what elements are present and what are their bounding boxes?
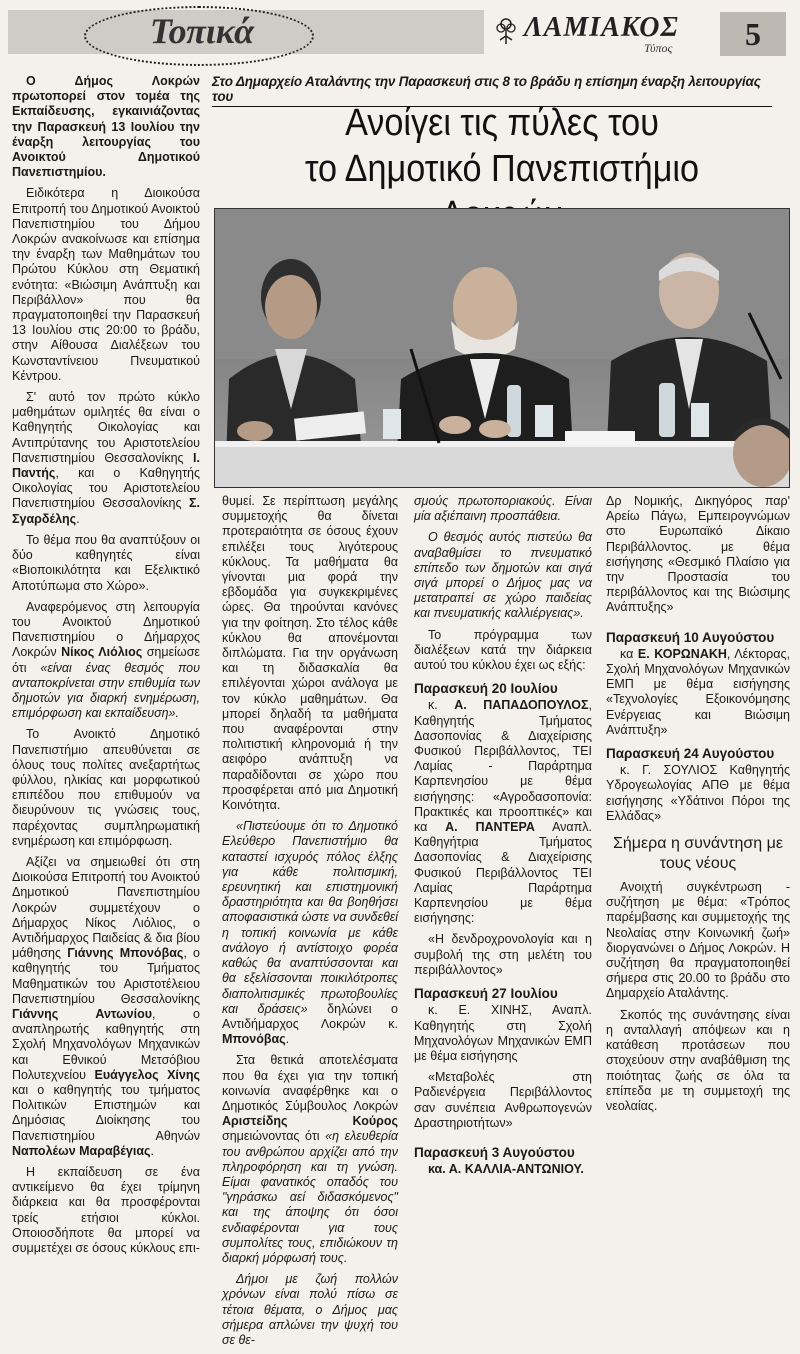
article-photo: [214, 208, 790, 488]
col4-paragraph: Ανοιχτή συγκέντρωση - συζήτηση με θέμα: «Τρόπος παρέμβασης και συμμετοχής της Νεολαίας στην Κοινωνική ζωή» διοργανώνει ο Δήμος Λοκρών. Η συζήτηση θα πραγματοποιηθεί σήμερα στις 20.00 το βράδυ στο Δημαρχείο Αταλάντης.: [606, 880, 790, 1001]
box-subheading: Σήμερα η συνάντηση με τους νέους: [613, 835, 783, 873]
quote: Δήμοι με ζωή πολλών χρόνων είναι πολύ πίσω σε τέτοια θέματα, ο Δήμος μας σήμερα απλώνει την ψυχή του σε θε-: [222, 1272, 398, 1347]
col1-paragraph: Το Ανοικτό Δημοτικό Πανεπιστήμιο απευθύνεται σε όλους τους πολίτες ανεξαρτήτως φύλλου, ηλικίας και μορφωτικού επιπέδου που επιθυμούν να διευρύνουν τις γνώσεις τους, παρέχοντας συμπληρωματική ενημέρωση και επιμόρφωση.: [12, 727, 200, 848]
text-span: σημειώνοντας ότι: [222, 1129, 320, 1144]
lecture-date: Παρασκευή 10 Αυγούστου: [606, 629, 775, 645]
article-column-4: [606, 494, 790, 1120]
text-span: Αναφερόμενος στη λειτουργία του Ανοικτού Δημοτικού Πανεπιστημίου ο Δήμαρχος Λοκρών: [12, 599, 200, 660]
text-span: Στα θετικά αποτελέσματα που θα έχει για την τοπική κοινωνία αναφέρθηκε και ο Δημοτικός Σύμβουλος Λοκρών: [222, 1053, 398, 1113]
paper-subtitle: Τύπος: [644, 41, 673, 55]
col1-paragraph: [12, 855, 200, 1159]
text-span: Σ' αυτό τον πρώτο κύκλο μαθημάτων ομιλητές θα είναι ο Καθηγητής Οικολογίας και Αντιπρύτανης του Αριστοτελείου Πανεπιστημίου Θεσσαλονίκης: [12, 390, 200, 465]
lecture-date: Παρασκευή 24 Αυγούστου: [606, 746, 775, 762]
text-span: , ο αναπληρωτής καθηγητής στη Σχολή Μηχανολόγων Μηχανικών και Εθνικού Μετσόβιου Πολυτεχνείου: [12, 1006, 200, 1082]
col1-paragraph: [12, 74, 200, 180]
page-number: 5: [720, 12, 786, 56]
person-name: Ε. ΚΟΡΩΝΑΚΗ: [637, 646, 727, 661]
person-name: Α. ΠΑΝΤΕΡΑ: [445, 820, 535, 835]
col1-lead: Ο Δήμος Λοκρών πρωτοπορεί στον τομέα της Εκπαίδευσης, εγκαινιάζοντας την Παρασκευή 13 Ιουλίου την έναρξη λειτουργίας του Ανοικτού Δημοτικού Πανεπιστημίου.: [12, 74, 200, 180]
quote: σμούς πρωτοποριακούς. Είναι μία αξιέπαινη προσπάθεια.: [414, 494, 592, 524]
col1-paragraph: Η εκπαίδευση σε ένα αντικείμενο θα έχει τρίμηνη διάρκεια και θα προσφέρονται τρείς ετήσιοι κύκλοι. Οποιοσδήποτε θα μπορεί να συμμετέχει σε όσους κύκλους επι-: [12, 1165, 200, 1256]
text-span: κα: [620, 646, 634, 661]
text-span: Αναπλ. Καθηγήτρια Τμήματος Δασοπονίας & Διαχείρισης Φυσικού Περιβάλλοντος ΤΕΙ Λαμίας Παράρτημα Καρπενησίου με θέμα εισήγησης:: [414, 820, 592, 926]
col1-paragraph: Το θέμα που θα αναπτύξουν οι δύο καθηγητές είναι «Βιοποικιλότητα και Εξελικτικό Αποτύπωμα στο Χώρο».: [12, 532, 200, 593]
text-span: .: [150, 1143, 155, 1158]
lecture-details: [414, 698, 592, 926]
col3-paragraph: [414, 494, 592, 524]
quote: «Πιστεύουμε ότι το Δημοτικό Ελεύθερο Πανεπιστήμιο θα καταστεί ισχυρός πόλος έλξης για κάθε πολιτισμική, ερευνητική και επιστημονική δραστηριότητα και θα βοηθήσει αποφασιστικά ώστε να συνδεθεί η τοπική κοινωνία με κάθε ανάλογο ή αντίστοιχο φορέα καθώς θα αναπτύσσονται και θα εξελίσσονται ποικιλότροπες διαπολιτισμικές πρωτοβουλίες και δράσεις»: [222, 819, 398, 1016]
person-name: Ναπολέων Μαραβέγιας: [12, 1143, 151, 1158]
section-title: Τοπικά: [149, 11, 255, 51]
text-span: .: [76, 511, 80, 526]
col3-paragraph: [414, 530, 592, 621]
col2-paragraph: θυμεί. Σε περίπτωση μεγάλης συμμετοχής θα δίνεται προτεραιότητα σε όσους έχουν επιλέξει τους λιγότερους κύκλους. Τα μαθήματα θα γίνονται μια φορά την εβδομάδα για συγκεκριμένες ώρες. Θα τηρούνται κανόνες για την φοίτηση. Στο τέλος κάθε κύκλου θα απονέμονται διπλώματα. Για την οργάνωση και τη διδασκαλία θα επιλέγονται χώροι ανάλογα με τον κύκλο μαθημάτων. Θα μπορεί δηλαδή τα μαθήματα που αναφέρονται στην πολιτιστική κληρονομιά ή την αειφόρο ανάπτυξη να παραδίδονται σε χώρο που προσφέρεται από μια Δημοτική Κοινότητα.: [222, 494, 398, 813]
text-span: .: [285, 1032, 290, 1047]
text-span: σημείωσε ότι: [12, 645, 200, 675]
flower-logo-icon: [494, 14, 518, 46]
col4-paragraph: Σκοπός της συνάντησης είναι η ανταλλαγή απόψεων και η κατάθεση προτάσεων που στοχεύουν στην αναβάθμιση της ποιότητας ζωής σε όλα τα επίπεδα με τη συμμετοχή της νεολαίας.: [606, 1007, 790, 1113]
text-span: κ.: [428, 698, 438, 713]
col1-paragraph: [12, 600, 200, 722]
lecture-date: Παρασκευή 20 Ιουλίου: [414, 681, 558, 697]
person-name: Σ. Σγαρδέλης: [12, 496, 200, 526]
col2-paragraph: [222, 1053, 398, 1266]
text-span: , Λέκτορας, Σχολή Μηχανολόγων Μηχανικών ΕΜΠ με θέμα εισήγησης «Τεχνολογίες Εξοικονόμησης Ενέργειας και Βιώσιμη Ανάπτυξη»: [606, 646, 790, 737]
headline-line-2: το Δημοτικό Πανεπιστήμιο: [304, 148, 700, 190]
col4-paragraph: Δρ Νομικής, Δικηγόρος παρ' Αρείω Πάγω, Εμπειρογνώμων στο Ευρωπαϊκό Δίκαιο Περιβάλλοντος. με θέμα εισήγησης «Θεσμικό Πλαίσιο για την Προστασία του περιβάλλοντος και της Βιώσιμης Ανάπτυξης»: [606, 494, 790, 615]
text-span: και ο καθηγητής του τμήματος Πολιτικών Επιστημών και Δημόσιας Διοίκησης του Πανεπιστημίου Αθηνών: [12, 1083, 200, 1143]
lecture-date: Παρασκευή 27 Ιουλίου: [414, 986, 558, 1002]
text-span: δηλώνει ο Αντιδήμαρχος Λοκρών κ.: [222, 1001, 398, 1031]
person-name: Νίκος Λιόλιος: [61, 645, 143, 660]
col2-paragraph: [222, 819, 398, 1047]
lecture-details: κ. Γ. ΣΟΥΛΙΟΣ Καθηγητής Υδρογεωλογίας ΑΠΘ με θέμα εισήγησης «Υδάτινοι Πόροι της Ελλάδας»: [606, 763, 790, 823]
text-span: , και ο Καθηγητής Οικολογίας του Αριστοτελείου Πανεπιστημίου Θεσσαλονίκης: [12, 466, 200, 511]
person-name: Γιάννης Μπονόβας: [67, 946, 184, 961]
person-name: Αριστείδης Κούρος: [222, 1114, 398, 1129]
article-kicker: Στο Δημαρχείο Αταλάντης την Παρασκευή στις 8 το βράδυ η επίσημη έναρξη λειτουργίας του: [212, 74, 772, 107]
headline-line-1: Ανοίγει τις πύλες του: [345, 102, 659, 144]
quote: Ο θεσμός αυτός πιστεύω θα αναβαθμίσει το πνευματικό επίπεδο των δημοτών και σιγά σιγά μπορεί ο Δήμος μας να μετατραπεί σε χώρο παιδείας και πνευματικής καλλιέργειας».: [414, 530, 592, 621]
person-name: κα. Α. ΚΑΛΛΙΑ-ΑΝΤΩΝΙΟΥ.: [428, 1162, 584, 1177]
lecture-date: Παρασκευή 3 Αυγούστου: [414, 1144, 575, 1160]
lecture-details: [606, 647, 790, 738]
col1-paragraph: [12, 390, 200, 527]
lecture-details: κ. Ε. ΧΙΝΗΣ, Αναπλ. Καθηγητής στη Σχολή Μηχανολόγων Μηχανικών ΕΜΠ με θέμα εισήγησης: [414, 1003, 592, 1063]
lecture-details: [414, 1162, 592, 1177]
page-header: [0, 0, 800, 62]
paper-name: ΛΑΜΙΑΚΟΣ: [524, 12, 679, 43]
text-span: , Καθηγητής Τμήματος Δασοπονίας & Διαχείρισης Φυσικού Περιβάλλοντος, ΤΕΙ Λαμίας - Παράρτημα Καρπενησίου με θέμα εισήγησης: «Αγροδασοπονία: Πρακτικές και προοπτικές» και κα: [414, 698, 592, 835]
person-name: Α. ΠΑΠΑΔΟΠΟΥΛΟΣ: [454, 698, 589, 713]
text-span: , ο καθηγητής του Τμήματος Μαθηματικών του Αριστοτέλειου Πανεπιστημίου Θεσσαλονίκης: [12, 946, 200, 1006]
article-column-2: [222, 494, 398, 1354]
person-name: Μπονόβας: [222, 1032, 286, 1047]
article-column-3: [414, 494, 592, 1183]
paper-masthead: [494, 12, 714, 56]
lecture-topic: «Η δενδροχρονολογία και η συμβολή της στη μελέτη του περιβάλλοντος»: [414, 932, 592, 977]
photo-panel-meeting: [215, 209, 789, 487]
text-span: Αξίζει να σημειωθεί ότι στη Διοικούσα Επιτροπή του Ανοικτού Δημοτικού Πανεπιστημίου Λοκρών συμμετέχουν ο Δήμαρχος Νίκος Λιόλιος, ο Αντιδήμαρχος Παιδείας & δια βίου μάθησης: [12, 854, 200, 961]
col1-paragraph: Ειδικότερα η Διοικούσα Επιτροπή του Δημοτικού Ανοικτού Πανεπιστημίου του Δήμου Λοκρών ανακοίνωσε και επίσημα την έναρξη των Μαθημάτων του Πρώτου Κύκλου στη Θεματική ενότητα: «Βιώσιμη Ανάπτυξη και Περιβάλλον» που θα πραγματοποιηθεί την Παρασκευή 13 Ιουλίου στις 20:00 το βράδυ, στην Αίθουσα Διαλέξεων του Κωνσταντίνειου Πνευματικού Κέντρου.: [12, 186, 200, 383]
col2-paragraph: [222, 1272, 398, 1348]
article-column-1: [12, 74, 200, 1262]
quote: «είναι ένας θεσμός που ανταποκρίνεται στην επιθυμία των δημοτών για διαρκή ενημέρωση, επιμόρφωση και εκπαίδευση».: [12, 660, 200, 721]
col3-paragraph: Το πρόγραμμα των διαλέξεων κατά την διάρκεια αυτού του κύκλου έχει ως εξής:: [414, 627, 592, 673]
person-name: Γιάννης Αντωνίου: [12, 1006, 153, 1021]
person-name: Ευάγγελος Χίνης: [94, 1067, 200, 1082]
quote: «η ελευθερία του ανθρώπου αρχίζει από την πληροφόρηση και τη γνώση. Είμαι φανατικός οπαδός του "γηράσκω αεί διδασκόμενος" και της άποψης ότι όσοι ενδιαφέρονται για τους συμπολίτες τους, επιδιώκουν τη διαρκή μόρφωσή τους.: [222, 1129, 399, 1265]
person-name: Ι. Παντής: [12, 450, 200, 481]
lecture-topic: «Μεταβολές στη Ραδιενέργεια Περιβάλλοντος σαν συνέπεια Ανθρωπογενών Δραστηριοτήτων»: [414, 1070, 592, 1130]
